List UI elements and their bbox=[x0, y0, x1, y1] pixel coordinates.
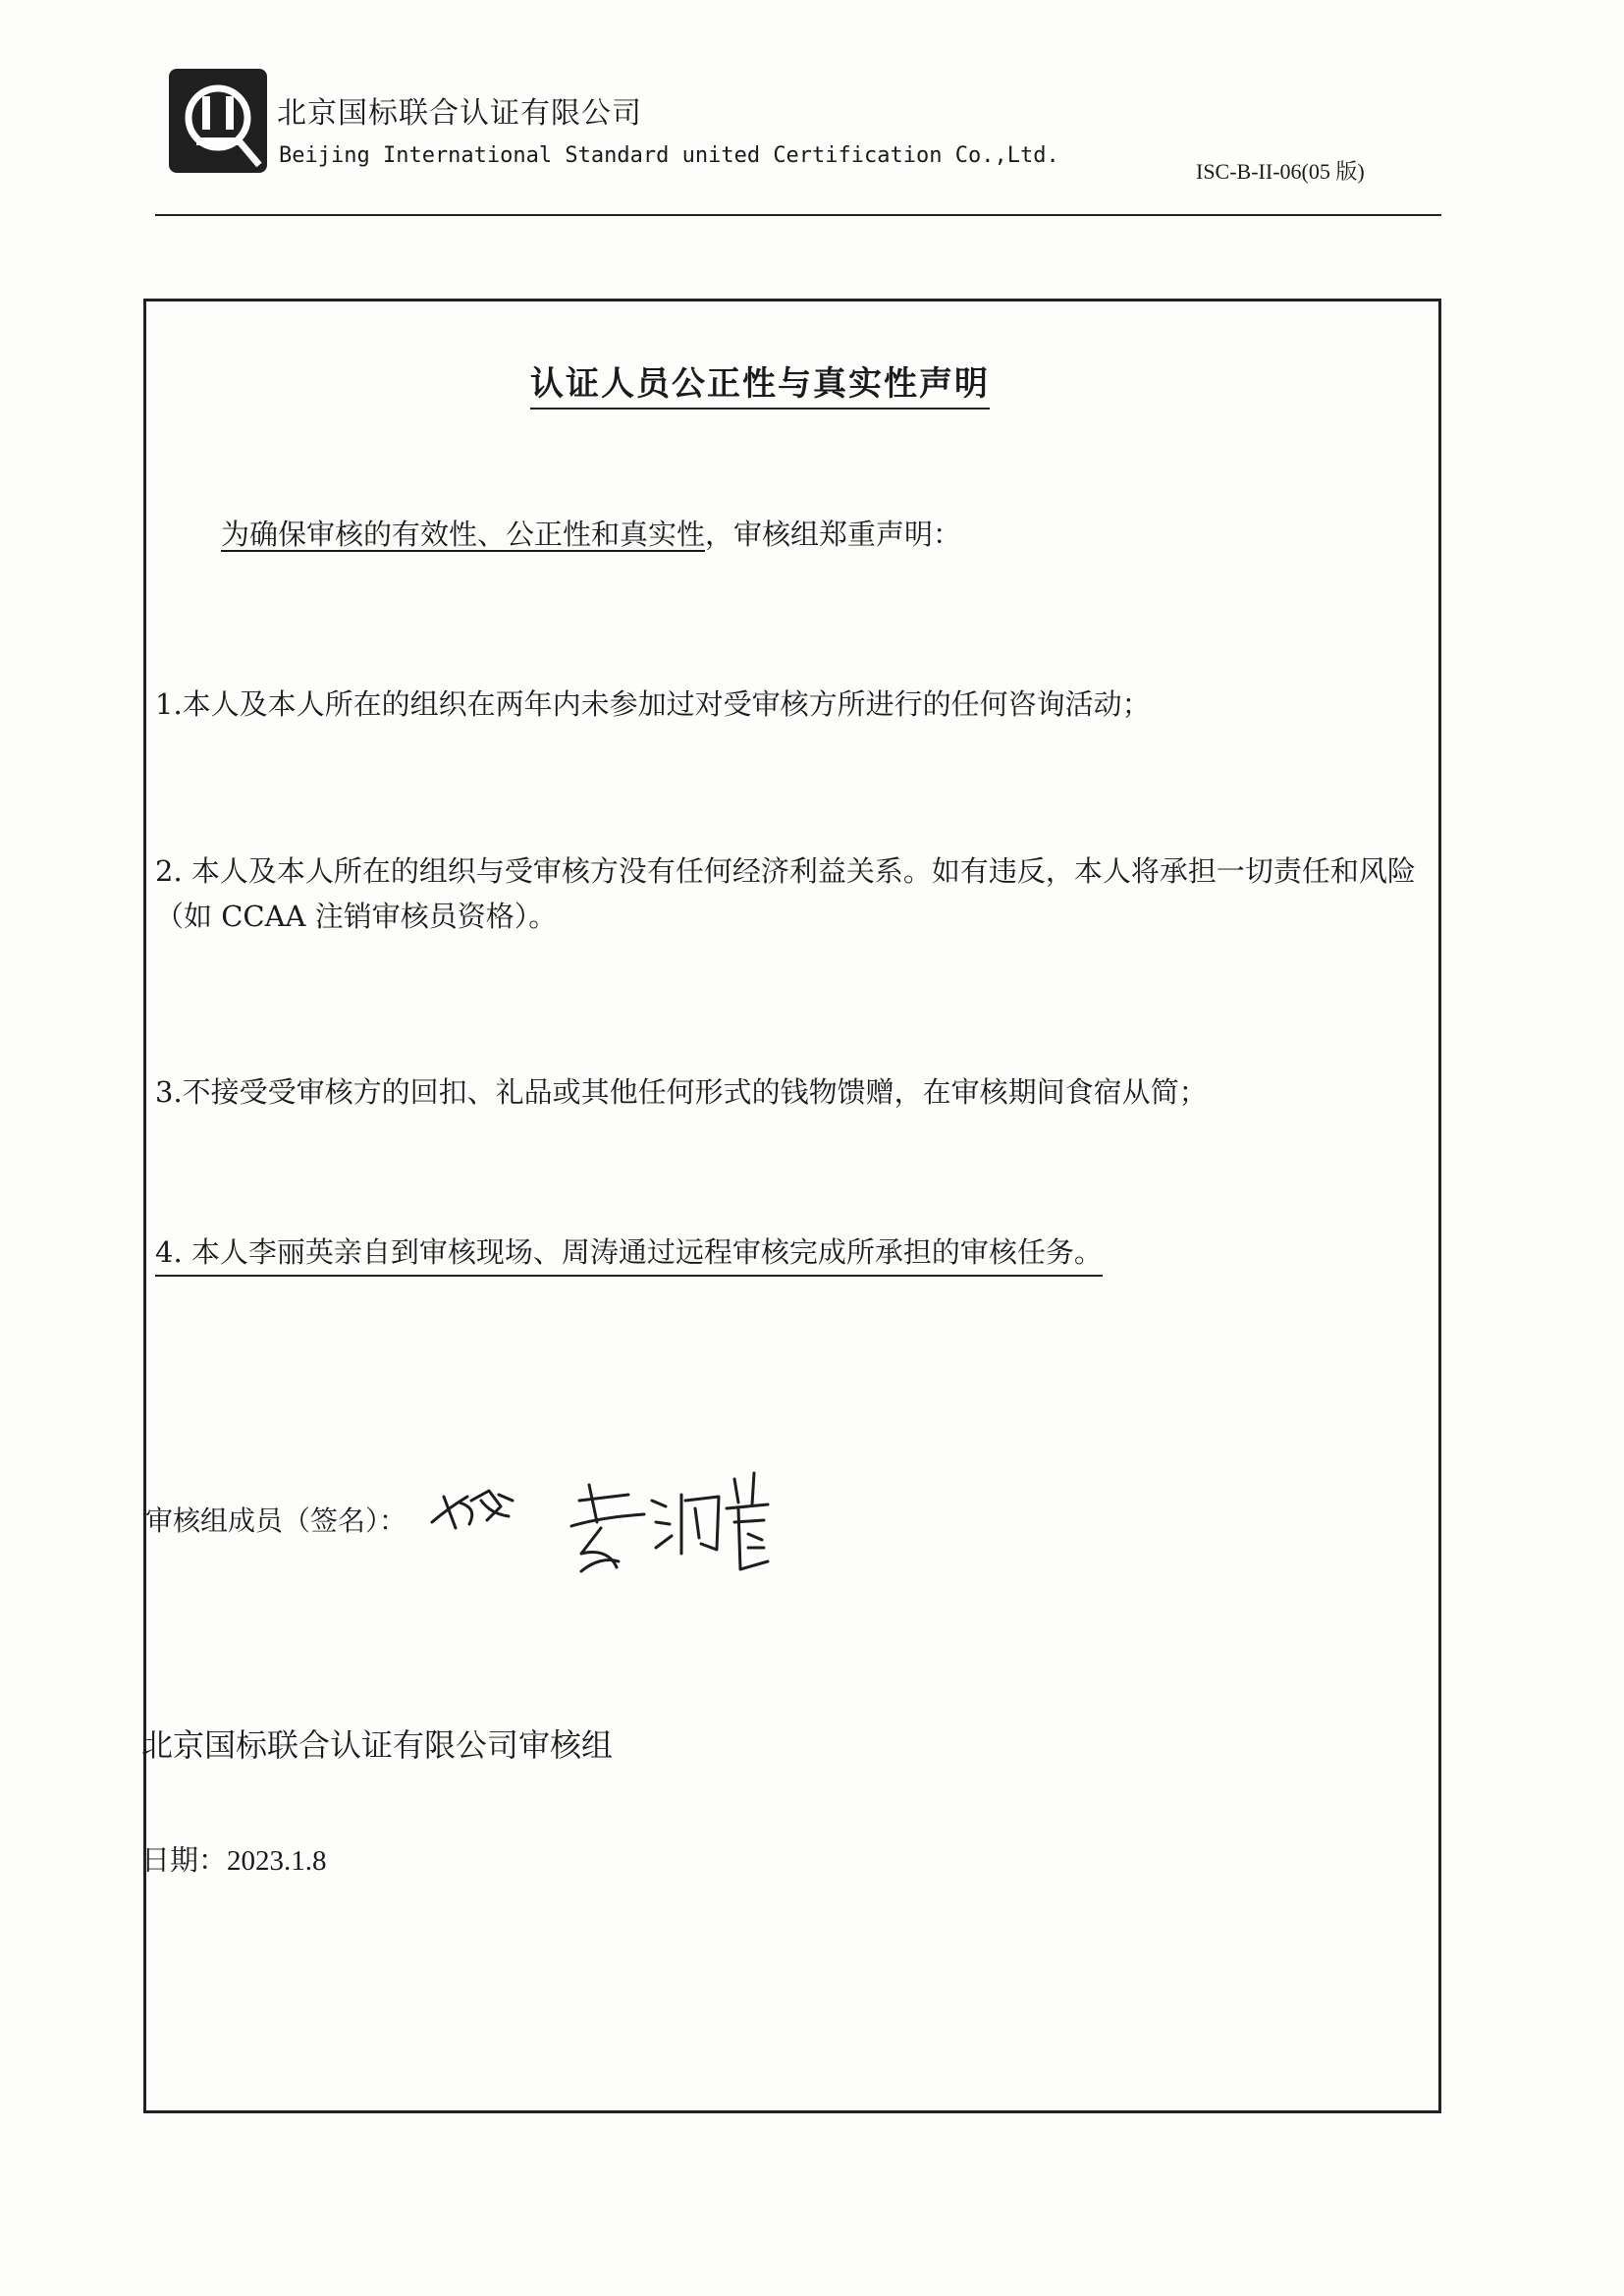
company-logo-icon bbox=[169, 69, 267, 173]
date-value: 2023.1.8 bbox=[227, 1845, 327, 1877]
audit-team-name: 北京国标联合认证有限公司审核组 bbox=[141, 1726, 614, 1764]
declaration-item-1: 1.本人及本人所在的组织在两年内未参加过对受审核方所进行的任何咨询活动； bbox=[155, 687, 1151, 721]
company-name-cn: 北京国标联合认证有限公司 bbox=[277, 96, 642, 131]
handwritten-signature bbox=[424, 1446, 778, 1597]
intro-statement bbox=[221, 513, 961, 553]
document-title: 认证人员公正性与真实性声明 bbox=[530, 356, 990, 410]
intro-underlined-text: 为确保审核的有效性、公正性和真实性 bbox=[221, 518, 706, 551]
header-divider bbox=[155, 214, 1441, 216]
signature-label: 审核组成员（签名）： bbox=[145, 1504, 407, 1537]
date-label: 日期： bbox=[141, 1843, 228, 1877]
intro-rest-text: ，审核组郑重声明： bbox=[705, 518, 962, 551]
declaration-item-3: 3.不接受受审核方的回扣、礼品或其他任何形式的钱物馈赠，在审核期间食宿从简； bbox=[155, 1075, 1208, 1109]
declaration-frame bbox=[143, 299, 1441, 2113]
company-name-en: Beijing International Standard united Certification Co.,Ltd. bbox=[279, 143, 1059, 168]
date-line bbox=[141, 1838, 327, 1879]
declaration-item-2: 2. 本人及本人所在的组织与受审核方没有任何经济利益关系。如有违反，本人将承担一切责任和风险（如 CCAA 注销审核员资格）。 bbox=[155, 854, 1416, 933]
form-code: ISC-B-II-06(05 版) bbox=[1196, 159, 1365, 184]
declaration-item-4: 4. 本人李丽英亲自到审核现场、周涛通过远程审核完成所承担的审核任务。 bbox=[155, 1230, 1103, 1277]
